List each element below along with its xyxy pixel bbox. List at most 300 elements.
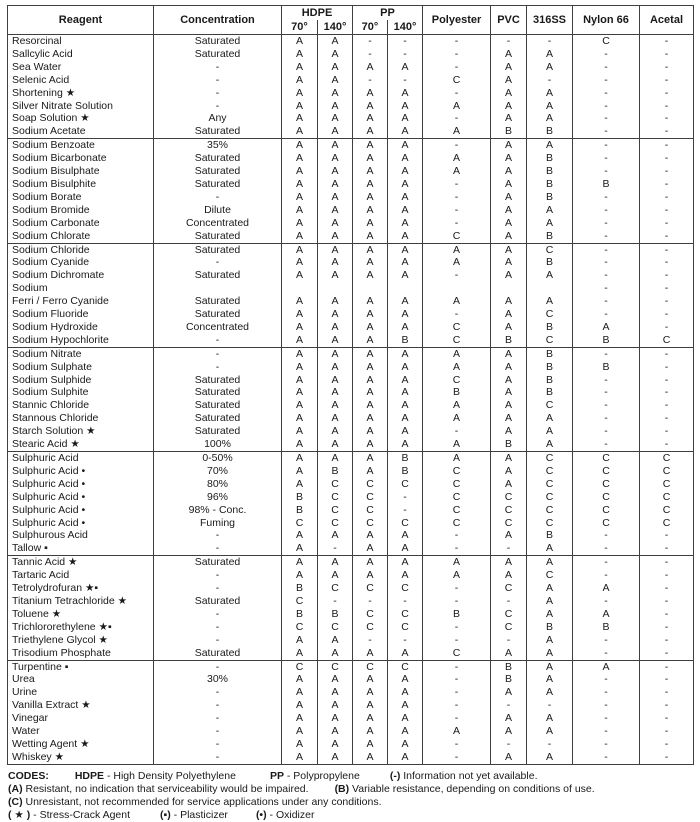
cell-rating: B — [282, 582, 318, 595]
cell-rating: - — [491, 738, 527, 751]
table-row — [8, 686, 694, 699]
cell-rating: A — [491, 425, 527, 438]
cell-rating: A — [318, 647, 353, 660]
cell-rating: A — [491, 100, 527, 113]
cell-rating: A — [282, 87, 318, 100]
cell-rating: A — [388, 673, 423, 686]
cell-reagent: Sea Water — [12, 60, 62, 73]
cell-reagent: Sodium Dichromate — [12, 269, 105, 282]
cell-reagent: Vinegar — [12, 712, 49, 725]
footer-segment: HDPE — [74, 769, 105, 782]
cell-rating: A — [388, 308, 423, 321]
table-row — [8, 725, 694, 738]
cell-rating: C — [640, 491, 694, 504]
cell-rating: A — [491, 48, 527, 61]
cell-rating: - — [640, 230, 694, 243]
cell-concentration: Saturated — [154, 556, 282, 569]
cell-rating: - — [423, 595, 491, 608]
cell-rating: - — [353, 74, 388, 87]
cell-rating: A — [491, 243, 527, 256]
cell-rating: A — [318, 125, 353, 138]
cell-rating: C — [423, 465, 491, 478]
cell-rating: A — [491, 569, 527, 582]
cell-rating: A — [282, 478, 318, 491]
cell-rating: - — [388, 634, 423, 647]
table-row — [8, 504, 694, 517]
cell-rating: A — [527, 425, 573, 438]
footer-segment: CODES: — [8, 769, 49, 782]
cell-rating: A — [318, 139, 353, 152]
cell-rating: A — [388, 438, 423, 451]
cell-rating: C — [282, 595, 318, 608]
cell-rating: A — [318, 673, 353, 686]
cell-rating: A — [282, 139, 318, 152]
cell-rating: A — [353, 87, 388, 100]
cell-rating: C — [388, 608, 423, 621]
cell-rating: - — [640, 399, 694, 412]
cell-rating: C — [423, 517, 491, 530]
table-row — [8, 361, 694, 374]
cell-rating: A — [353, 699, 388, 712]
cell-concentration: - — [154, 569, 282, 582]
cell-rating: A — [282, 256, 318, 269]
cell-rating: C — [388, 621, 423, 634]
cell-rating: - — [640, 412, 694, 425]
table-row — [8, 751, 694, 764]
cell-rating: A — [491, 152, 527, 165]
cell-concentration: - — [154, 529, 282, 542]
cell-rating: B — [491, 125, 527, 138]
column-header-nylon66: Nylon 66 — [573, 6, 640, 35]
cell-rating: A — [527, 725, 573, 738]
cell-rating: A — [318, 751, 353, 764]
cell-rating: - — [423, 61, 491, 74]
cell-rating: - — [423, 542, 491, 555]
cell-rating: - — [640, 374, 694, 387]
cell-rating: - — [573, 269, 640, 282]
cell-rating: A — [527, 139, 573, 152]
cell-rating: A — [388, 217, 423, 230]
cell-rating: - — [573, 243, 640, 256]
cell-rating: A — [353, 399, 388, 412]
cell-rating: B — [423, 386, 491, 399]
cell-rating: A — [318, 165, 353, 178]
cell-rating: C — [318, 582, 353, 595]
cell-rating — [318, 282, 353, 295]
cell-reagent: Silver Nitrate Solution — [12, 99, 113, 112]
cell-rating: A — [388, 686, 423, 699]
cell-rating: - — [573, 61, 640, 74]
cell-rating: C — [573, 478, 640, 491]
cell-rating: A — [388, 725, 423, 738]
table-header — [8, 6, 694, 35]
cell-rating: A — [318, 230, 353, 243]
cell-rating: C — [423, 321, 491, 334]
cell-rating: B — [573, 621, 640, 634]
cell-concentration: 98% - Conc. — [154, 504, 282, 517]
cell-rating: A — [282, 438, 318, 451]
cell-rating: A — [573, 321, 640, 334]
cell-rating: A — [282, 569, 318, 582]
cell-rating: A — [388, 712, 423, 725]
cell-concentration: Any — [154, 112, 282, 125]
table-row — [8, 673, 694, 686]
cell-rating: A — [353, 712, 388, 725]
footer-segment: (C) — [8, 795, 23, 808]
cell-concentration: - — [154, 621, 282, 634]
table-row — [8, 100, 694, 113]
cell-rating: A — [318, 334, 353, 347]
cell-rating: A — [318, 386, 353, 399]
cell-rating: - — [527, 35, 573, 48]
table-row — [8, 712, 694, 725]
cell-rating: A — [527, 112, 573, 125]
cell-rating: A — [282, 542, 318, 555]
cell-concentration — [154, 282, 282, 295]
cell-rating: C — [423, 491, 491, 504]
cell-rating: A — [423, 243, 491, 256]
cell-rating: - — [640, 686, 694, 699]
cell-rating: A — [318, 178, 353, 191]
cell-rating: A — [491, 725, 527, 738]
cell-rating: A — [353, 321, 388, 334]
cell-rating: A — [388, 204, 423, 217]
table-row — [8, 412, 694, 425]
cell-concentration: - — [154, 256, 282, 269]
cell-rating: C — [318, 517, 353, 530]
table-row — [8, 608, 694, 621]
cell-rating: A — [282, 48, 318, 61]
cell-concentration: Saturated — [154, 386, 282, 399]
cell-rating: A — [527, 412, 573, 425]
cell-rating: C — [423, 74, 491, 87]
cell-reagent: Sodium Fluoride — [12, 308, 89, 321]
cell-rating: C — [573, 35, 640, 48]
cell-rating: A — [318, 686, 353, 699]
cell-rating: A — [491, 178, 527, 191]
cell-rating: A — [353, 725, 388, 738]
cell-rating: C — [423, 647, 491, 660]
cell-rating: C — [640, 517, 694, 530]
cell-rating: A — [353, 152, 388, 165]
cell-rating: A — [388, 321, 423, 334]
cell-concentration: 100% — [154, 438, 282, 451]
cell-rating: A — [282, 425, 318, 438]
cell-rating: - — [640, 751, 694, 764]
cell-rating: C — [573, 517, 640, 530]
cell-rating: A — [491, 529, 527, 542]
cell-rating: A — [282, 269, 318, 282]
cell-rating: - — [527, 738, 573, 751]
cell-rating: A — [353, 178, 388, 191]
cell-rating: A — [527, 634, 573, 647]
cell-rating: - — [573, 634, 640, 647]
cell-rating: - — [491, 699, 527, 712]
cell-reagent: Sodium Sulphide — [12, 373, 92, 386]
footer-segment: Information not yet available. — [400, 769, 538, 782]
cell-rating: A — [353, 738, 388, 751]
table-row — [8, 347, 694, 360]
cell-rating: A — [527, 48, 573, 61]
cell-reagent: Stannous Chloride — [12, 412, 99, 425]
cell-rating: A — [491, 139, 527, 152]
cell-rating: - — [388, 595, 423, 608]
cell-rating: A — [353, 204, 388, 217]
cell-rating: C — [423, 334, 491, 347]
cell-rating: - — [573, 425, 640, 438]
cell-rating: - — [423, 673, 491, 686]
cell-rating: - — [573, 595, 640, 608]
cell-rating: C — [491, 504, 527, 517]
cell-rating: - — [423, 686, 491, 699]
cell-rating: A — [491, 374, 527, 387]
cell-rating: C — [640, 334, 694, 347]
cell-rating: C — [527, 399, 573, 412]
cell-rating: A — [282, 751, 318, 764]
cell-rating: - — [573, 529, 640, 542]
cell-rating: A — [388, 529, 423, 542]
cell-rating: - — [573, 686, 640, 699]
cell-concentration: 0-50% — [154, 452, 282, 465]
cell-rating: C — [640, 452, 694, 465]
cell-rating: B — [527, 347, 573, 360]
cell-rating: A — [318, 87, 353, 100]
cell-reagent: Sulphuric Acid • — [12, 490, 86, 503]
cell-rating: A — [353, 256, 388, 269]
footer-segment: Resistant, no indication that serviceability would be impaired. — [22, 782, 309, 795]
cell-rating: A — [388, 399, 423, 412]
cell-rating: - — [527, 74, 573, 87]
cell-rating: - — [573, 725, 640, 738]
cell-rating: A — [282, 165, 318, 178]
cell-rating: C — [388, 660, 423, 673]
cell-rating: A — [282, 74, 318, 87]
cell-rating: A — [318, 725, 353, 738]
column-header-pp: PP — [353, 6, 423, 21]
cell-rating: A — [353, 100, 388, 113]
cell-reagent: Soap Solution ★ — [12, 112, 90, 125]
cell-concentration: - — [154, 347, 282, 360]
cell-rating: C — [640, 478, 694, 491]
cell-concentration: Saturated — [154, 399, 282, 412]
footer-line — [8, 783, 693, 796]
cell-concentration: Saturated — [154, 647, 282, 660]
cell-reagent: Toluene ★ — [12, 607, 62, 620]
cell-rating: A — [423, 569, 491, 582]
cell-rating: A — [318, 308, 353, 321]
table-row — [8, 647, 694, 660]
cell-reagent: Tannic Acid ★ — [8, 556, 154, 569]
cell-reagent: Sulphuric Acid • — [12, 516, 86, 529]
cell-rating: A — [318, 61, 353, 74]
cell-rating: A — [353, 347, 388, 360]
table-row — [8, 87, 694, 100]
cell-rating: - — [640, 139, 694, 152]
cell-rating: A — [491, 556, 527, 569]
cell-rating: B — [573, 178, 640, 191]
cell-rating: C — [491, 621, 527, 634]
footer-segment: - High Density Polyethylene — [104, 769, 236, 782]
table-row — [8, 61, 694, 74]
cell-rating: B — [527, 361, 573, 374]
cell-rating: C — [527, 517, 573, 530]
cell-rating: B — [318, 465, 353, 478]
table-row — [8, 48, 694, 61]
cell-concentration: - — [154, 334, 282, 347]
cell-rating: - — [573, 569, 640, 582]
cell-rating: - — [640, 634, 694, 647]
cell-rating: A — [353, 673, 388, 686]
table-row — [8, 699, 694, 712]
footer-segment: (▪) — [160, 808, 171, 821]
cell-rating: A — [282, 374, 318, 387]
cell-rating: B — [491, 334, 527, 347]
cell-rating: A — [353, 529, 388, 542]
cell-rating: - — [573, 438, 640, 451]
cell-rating: B — [527, 230, 573, 243]
cell-rating: - — [640, 125, 694, 138]
cell-rating: - — [640, 542, 694, 555]
footer-segment: - Plasticizer — [170, 808, 228, 821]
cell-rating: C — [353, 491, 388, 504]
cell-rating: A — [388, 751, 423, 764]
cell-rating: - — [573, 399, 640, 412]
cell-rating: A — [423, 347, 491, 360]
cell-rating: C — [388, 478, 423, 491]
cell-rating: - — [388, 504, 423, 517]
cell-rating: A — [527, 87, 573, 100]
footer-segment: (B) — [334, 782, 350, 795]
cell-rating: A — [282, 230, 318, 243]
table-row — [8, 282, 694, 295]
cell-rating: A — [527, 712, 573, 725]
cell-rating: A — [423, 295, 491, 308]
cell-rating: - — [640, 282, 694, 295]
cell-rating: A — [491, 686, 527, 699]
cell-reagent: Sulphuric Acid • — [12, 464, 86, 477]
cell-rating: B — [423, 608, 491, 621]
cell-rating: A — [423, 100, 491, 113]
cell-rating: A — [491, 256, 527, 269]
cell-rating: - — [423, 529, 491, 542]
cell-rating: A — [282, 204, 318, 217]
cell-rating: - — [423, 269, 491, 282]
cell-rating: A — [318, 452, 353, 465]
cell-rating: C — [282, 517, 318, 530]
table-row — [8, 529, 694, 542]
cell-reagent: Sulphuric Acid — [8, 452, 154, 465]
cell-rating: - — [640, 712, 694, 725]
cell-reagent: Trisodium Phosphate — [12, 646, 111, 659]
cell-reagent: Whiskey ★ — [12, 750, 65, 763]
cell-rating: A — [282, 178, 318, 191]
cell-rating: A — [353, 334, 388, 347]
cell-reagent: Sodium Sulphate — [12, 360, 92, 373]
cell-rating: - — [640, 738, 694, 751]
cell-rating: A — [353, 361, 388, 374]
cell-rating: - — [388, 35, 423, 48]
cell-rating: C — [353, 621, 388, 634]
cell-concentration: 96% — [154, 491, 282, 504]
cell-rating: C — [640, 504, 694, 517]
cell-concentration: 30% — [154, 673, 282, 686]
cell-rating: A — [318, 529, 353, 542]
cell-rating: B — [573, 361, 640, 374]
cell-rating: A — [388, 374, 423, 387]
cell-rating: A — [527, 542, 573, 555]
cell-rating: - — [423, 660, 491, 673]
cell-rating: A — [282, 556, 318, 569]
cell-rating: A — [527, 595, 573, 608]
cell-rating: - — [573, 204, 640, 217]
cell-concentration: 35% — [154, 139, 282, 152]
cell-rating: - — [640, 35, 694, 48]
cell-reagent: Selenic Acid — [12, 73, 70, 86]
cell-rating: B — [527, 256, 573, 269]
table-row — [8, 125, 694, 138]
cell-rating: A — [282, 308, 318, 321]
column-header-pvc: PVC — [491, 6, 527, 35]
cell-reagent: Sodium Chlorate — [12, 229, 91, 242]
cell-rating: A — [527, 647, 573, 660]
cell-rating: A — [318, 269, 353, 282]
cell-rating: - — [640, 178, 694, 191]
table-row — [8, 256, 694, 269]
cell-rating — [527, 282, 573, 295]
cell-rating: - — [423, 204, 491, 217]
column-header-hdpe: HDPE — [282, 6, 353, 21]
cell-rating: C — [423, 504, 491, 517]
table-row — [8, 660, 694, 673]
cell-rating: A — [282, 321, 318, 334]
cell-rating: - — [573, 738, 640, 751]
cell-rating: - — [640, 556, 694, 569]
cell-rating: A — [282, 634, 318, 647]
cell-rating: B — [527, 529, 573, 542]
table-row — [8, 465, 694, 478]
cell-concentration: Saturated — [154, 230, 282, 243]
table-row — [8, 217, 694, 230]
cell-rating: A — [491, 74, 527, 87]
cell-rating: - — [573, 191, 640, 204]
cell-rating: A — [353, 386, 388, 399]
cell-rating: - — [640, 569, 694, 582]
cell-rating: A — [388, 61, 423, 74]
cell-rating: A — [318, 74, 353, 87]
cell-reagent: Stearic Acid ★ — [12, 438, 80, 451]
cell-rating: A — [491, 751, 527, 764]
cell-rating: - — [640, 269, 694, 282]
cell-rating: A — [388, 542, 423, 555]
cell-concentration: - — [154, 712, 282, 725]
cell-rating: - — [640, 87, 694, 100]
cell-rating: B — [388, 452, 423, 465]
cell-rating: C — [573, 452, 640, 465]
table-row — [8, 295, 694, 308]
cell-rating: C — [527, 465, 573, 478]
cell-rating: - — [573, 152, 640, 165]
table-row — [8, 478, 694, 491]
cell-rating: A — [282, 61, 318, 74]
cell-rating: A — [282, 386, 318, 399]
cell-rating: A — [491, 191, 527, 204]
table-row — [8, 517, 694, 530]
cell-rating: A — [282, 686, 318, 699]
cell-rating: A — [388, 347, 423, 360]
cell-rating: C — [388, 582, 423, 595]
cell-reagent: Sodium Bisulphate — [12, 165, 100, 178]
cell-rating: A — [527, 204, 573, 217]
